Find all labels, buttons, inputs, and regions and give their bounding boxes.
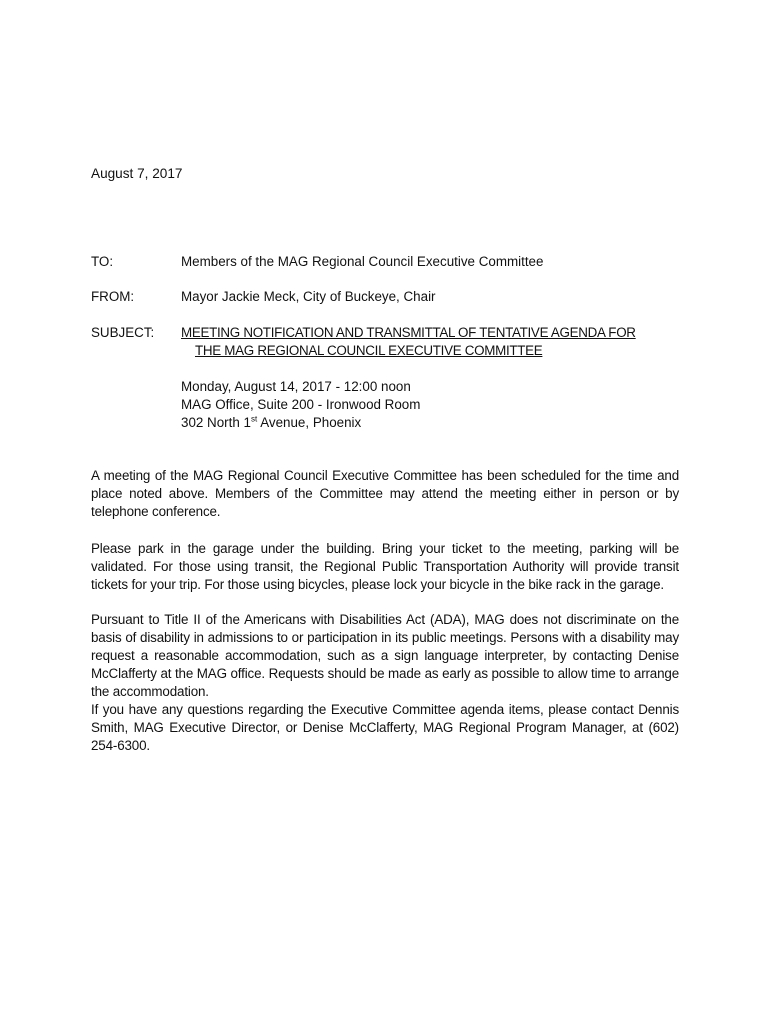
memo-subject-label: SUBJECT: — [91, 325, 155, 340]
subject-line-1: MEETING NOTIFICATION AND TRANSMITTAL OF TENTATIVE AGENDA FOR — [181, 325, 636, 340]
memo-subject-value — [181, 324, 681, 360]
paragraph-contact: If you have any questions regarding the Executive Committee agenda items, please contact Dennis Smith, MAG Executive Director, or Denise McClafferty, MAG Regional Program Manager, at (602) 254-6300. — [91, 702, 679, 753]
paragraph-ada: Pursuant to Title II of the Americans with Disabilities Act (ADA), MAG does not discriminate on the basis of disability in admissions to or participation in its public meetings. Persons with a disability may request a reasonable accommodation, such as a sign language interpreter, by contacting Denise McClafferty at the MAG office. Requests should be made as early as possible to allow time to arrange the accommodation. — [91, 612, 679, 699]
meeting-location: MAG Office, Suite 200 - Ironwood Room — [181, 397, 421, 412]
memo-to-value: Members of the MAG Regional Council Executive Committee — [181, 254, 544, 269]
paragraph-parking: Please park in the garage under the building. Bring your ticket to the meeting, parking will be validated. For those using transit, the Regional Public Transportation Authority will provide transit tickets for your trip. For those using bicycles, please lock your bicycle in the bike rack in the garage. — [91, 541, 679, 592]
memo-from-value: Mayor Jackie Meck, City of Buckeye, Chair — [181, 289, 436, 304]
meeting-address-prefix: 302 North 1 — [181, 415, 251, 430]
meeting-address-suffix: Avenue, Phoenix — [257, 415, 362, 430]
meeting-address-ordinal: st — [250, 414, 258, 424]
meeting-datetime: Monday, August 14, 2017 - 12:00 noon — [181, 379, 411, 394]
memo-to-label: TO: — [91, 254, 114, 269]
letter-date: August 7, 2017 — [91, 166, 183, 181]
memo-from-label: FROM: — [91, 289, 135, 304]
paragraph-meeting-scheduled: A meeting of the MAG Regional Council Executive Committee has been scheduled for the time and place noted above. Members of the Committee may attend the meeting either in person or by telephone conference. — [91, 468, 679, 519]
subject-line-2: THE MAG REGIONAL COUNCIL EXECUTIVE COMMITTEE — [195, 343, 543, 358]
meeting-details — [181, 378, 631, 432]
meeting-address — [181, 414, 631, 432]
